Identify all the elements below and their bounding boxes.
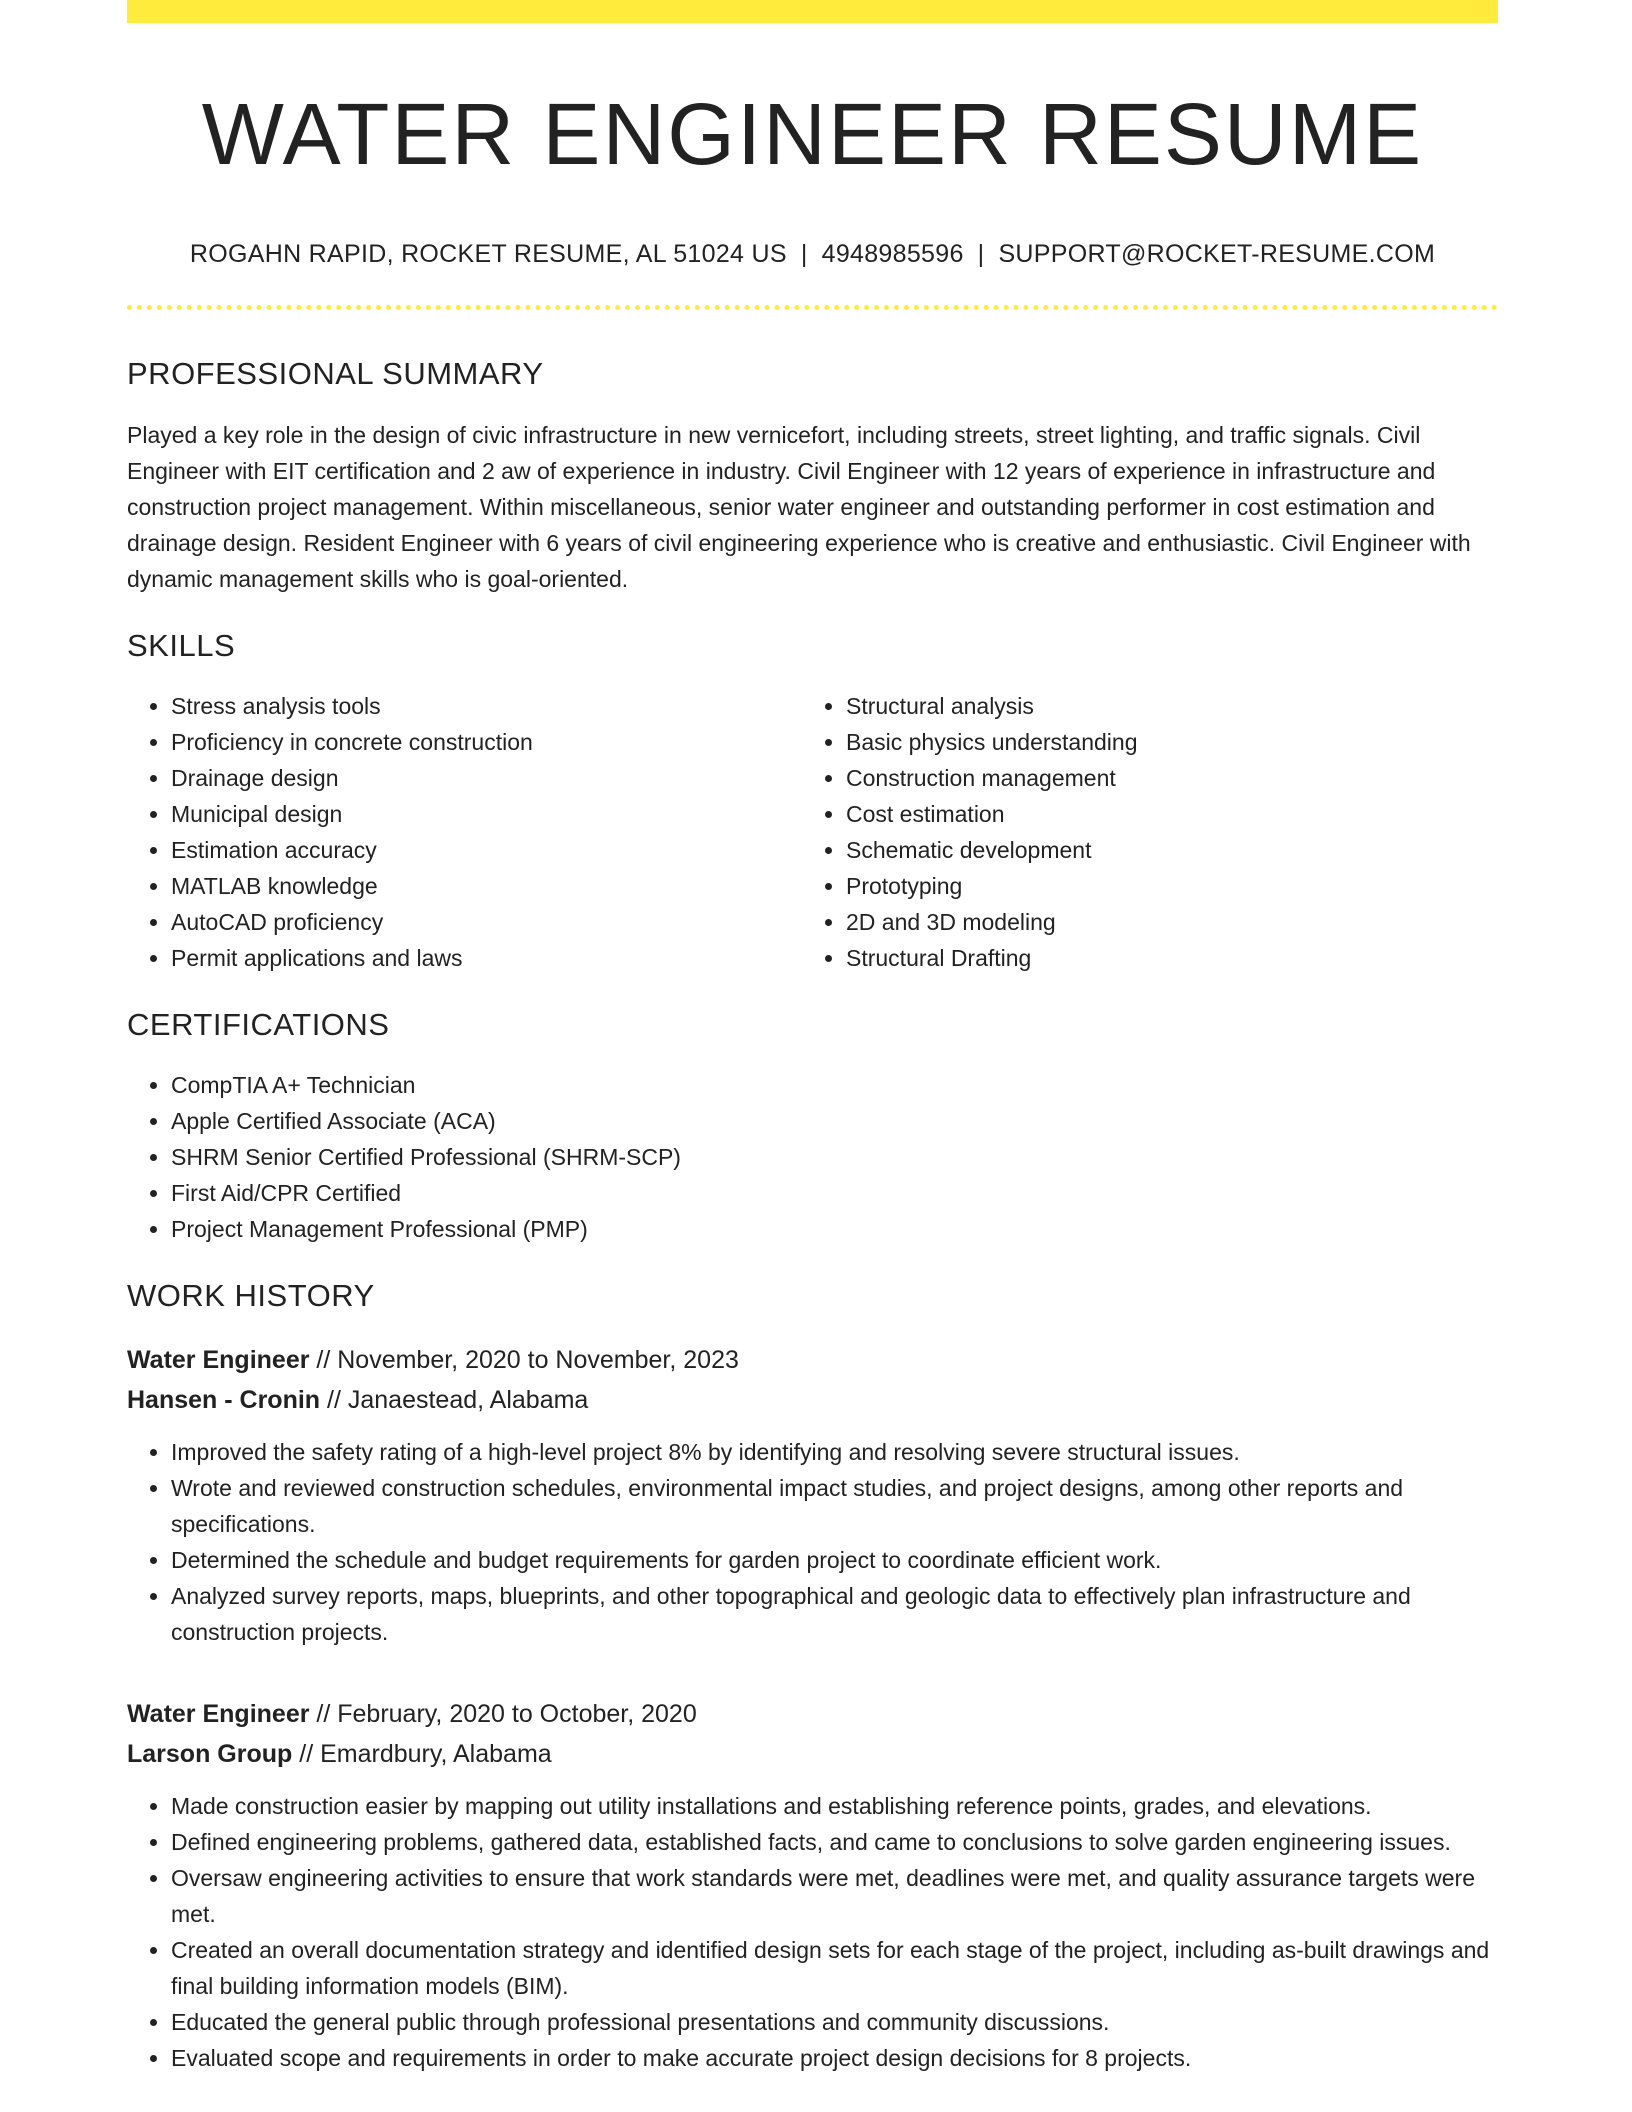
certifications-heading: CERTIFICATIONS: [127, 1006, 390, 1042]
job-company: Hansen - Cronin: [127, 1386, 321, 1415]
contact-email: SUPPORT@ROCKET-RESUME.COM: [998, 240, 1436, 269]
job-bullet: • Oversaw engineering activities to ensure that work standards were met, deadlines were met, and quality assurance targets were met.: [171, 1860, 1498, 1932]
job-entry: [127, 1340, 1498, 1650]
skills-list-left: [127, 688, 802, 976]
job-bullet: • Analyzed survey reports, maps, blueprints, and other topographical and geologic data to effectively plan infrastructure and construction projects.: [171, 1578, 1498, 1650]
job-location: // Emardbury, Alabama: [299, 1740, 552, 1769]
skill-item: • Structural Drafting: [846, 940, 1477, 976]
contact-phone: 4948985596: [821, 240, 964, 269]
job-bullet: • Created an overall documentation strategy and identified design sets for each stage of the project, including as-built drawings and final building information models (BIM).: [171, 1932, 1498, 2004]
skill-item: • Structural analysis: [846, 688, 1477, 724]
job-bullet: • Made construction easier by mapping out utility installations and establishing reference points, grades, and elevations.: [171, 1788, 1498, 1824]
job-title: Water Engineer: [127, 1346, 310, 1375]
job-bullets: [127, 1434, 1498, 1650]
skill-item: • Municipal design: [171, 796, 802, 832]
job-bullet: • Wrote and reviewed construction schedules, environmental impact studies, and project designs, among other reports and specifications.: [171, 1470, 1498, 1542]
job-title-line: [127, 1694, 1498, 1734]
accent-bar: [127, 0, 1498, 23]
skills-heading: SKILLS: [127, 627, 236, 663]
job-dates: // November, 2020 to November, 2023: [316, 1346, 739, 1375]
job-bullet: • Educated the general public through professional presentations and community discussions.: [171, 2004, 1498, 2040]
skill-item: • Schematic development: [846, 832, 1477, 868]
resume-title: WATER ENGINEER RESUME: [201, 86, 1424, 183]
job-bullets: [127, 1788, 1498, 2076]
skill-item: • Estimation accuracy: [171, 832, 802, 868]
job-company-line: [127, 1380, 1498, 1420]
certification-item: • First Aid/CPR Certified: [171, 1175, 1498, 1211]
skills-list-right: [802, 688, 1477, 976]
job-bullet: • Defined engineering problems, gathered data, established facts, and came to conclusions to solve garden engineering issues.: [171, 1824, 1498, 1860]
job-entry: [127, 1694, 1498, 2076]
skill-item: • Basic physics understanding: [846, 724, 1477, 760]
contact-separator: |: [977, 240, 985, 269]
summary-heading: PROFESSIONAL SUMMARY: [127, 356, 544, 392]
certifications-list: [127, 1067, 1498, 1247]
certification-item: • SHRM Senior Certified Professional (SHRM-SCP): [171, 1139, 1498, 1175]
certification-item: • CompTIA A+ Technician: [171, 1067, 1498, 1103]
skill-item: • MATLAB knowledge: [171, 868, 802, 904]
contact-separator: |: [800, 240, 808, 269]
summary-section: [127, 355, 1498, 596]
job-bullet: • Evaluated scope and requirements in order to make accurate project design decisions for 8 projects.: [171, 2040, 1498, 2076]
job-company-line: [127, 1734, 1498, 1774]
job-dates: // February, 2020 to October, 2020: [316, 1700, 697, 1729]
skill-item: • Permit applications and laws: [171, 940, 802, 976]
contact-line: [127, 239, 1498, 269]
skills-columns: [127, 688, 1498, 976]
skill-item: • Construction management: [846, 760, 1477, 796]
skill-item: • AutoCAD proficiency: [171, 904, 802, 940]
dotted-divider: [127, 305, 1498, 310]
summary-text: Played a key role in the design of civic infrastructure in new vernicefort, including streets, street lighting, and traffic signals. Civil Engineer with EIT certification and 2 aw of experience in industry. Civil Engineer with 12 years of experience in infrastructure and construction project management. Within miscellaneous, senior water engineer and outstanding performer in cost estimation and drainage design. Resident Engineer with 6 years of civil engineering experience who is creative and enthusiastic. Civil Engineer with dynamic management skills who is goal-oriented.: [127, 421, 1471, 592]
skill-item: • Proficiency in concrete construction: [171, 724, 802, 760]
work-history-heading: WORK HISTORY: [127, 1277, 375, 1313]
certification-item: • Project Management Professional (PMP): [171, 1211, 1498, 1247]
skill-item: • Prototyping: [846, 868, 1477, 904]
job-title-line: [127, 1340, 1498, 1380]
job-location: // Janaestead, Alabama: [327, 1386, 589, 1415]
resume-page: [127, 0, 1498, 2076]
job-title: Water Engineer: [127, 1700, 310, 1729]
skill-item: • Drainage design: [171, 760, 802, 796]
certification-item: • Apple Certified Associate (ACA): [171, 1103, 1498, 1139]
skill-item: • Cost estimation: [846, 796, 1477, 832]
job-bullet: • Improved the safety rating of a high-level project 8% by identifying and resolving severe structural issues.: [171, 1434, 1498, 1470]
job-bullet: • Determined the schedule and budget requirements for garden project to coordinate efficient work.: [171, 1542, 1498, 1578]
contact-address: ROGAHN RAPID, ROCKET RESUME, AL 51024 US: [189, 240, 787, 269]
certifications-section: [127, 1006, 1498, 1247]
work-history-section: [127, 1277, 1498, 2076]
skill-item: • 2D and 3D modeling: [846, 904, 1477, 940]
skills-section: [127, 627, 1498, 976]
job-company: Larson Group: [127, 1740, 293, 1769]
skill-item: • Stress analysis tools: [171, 688, 802, 724]
